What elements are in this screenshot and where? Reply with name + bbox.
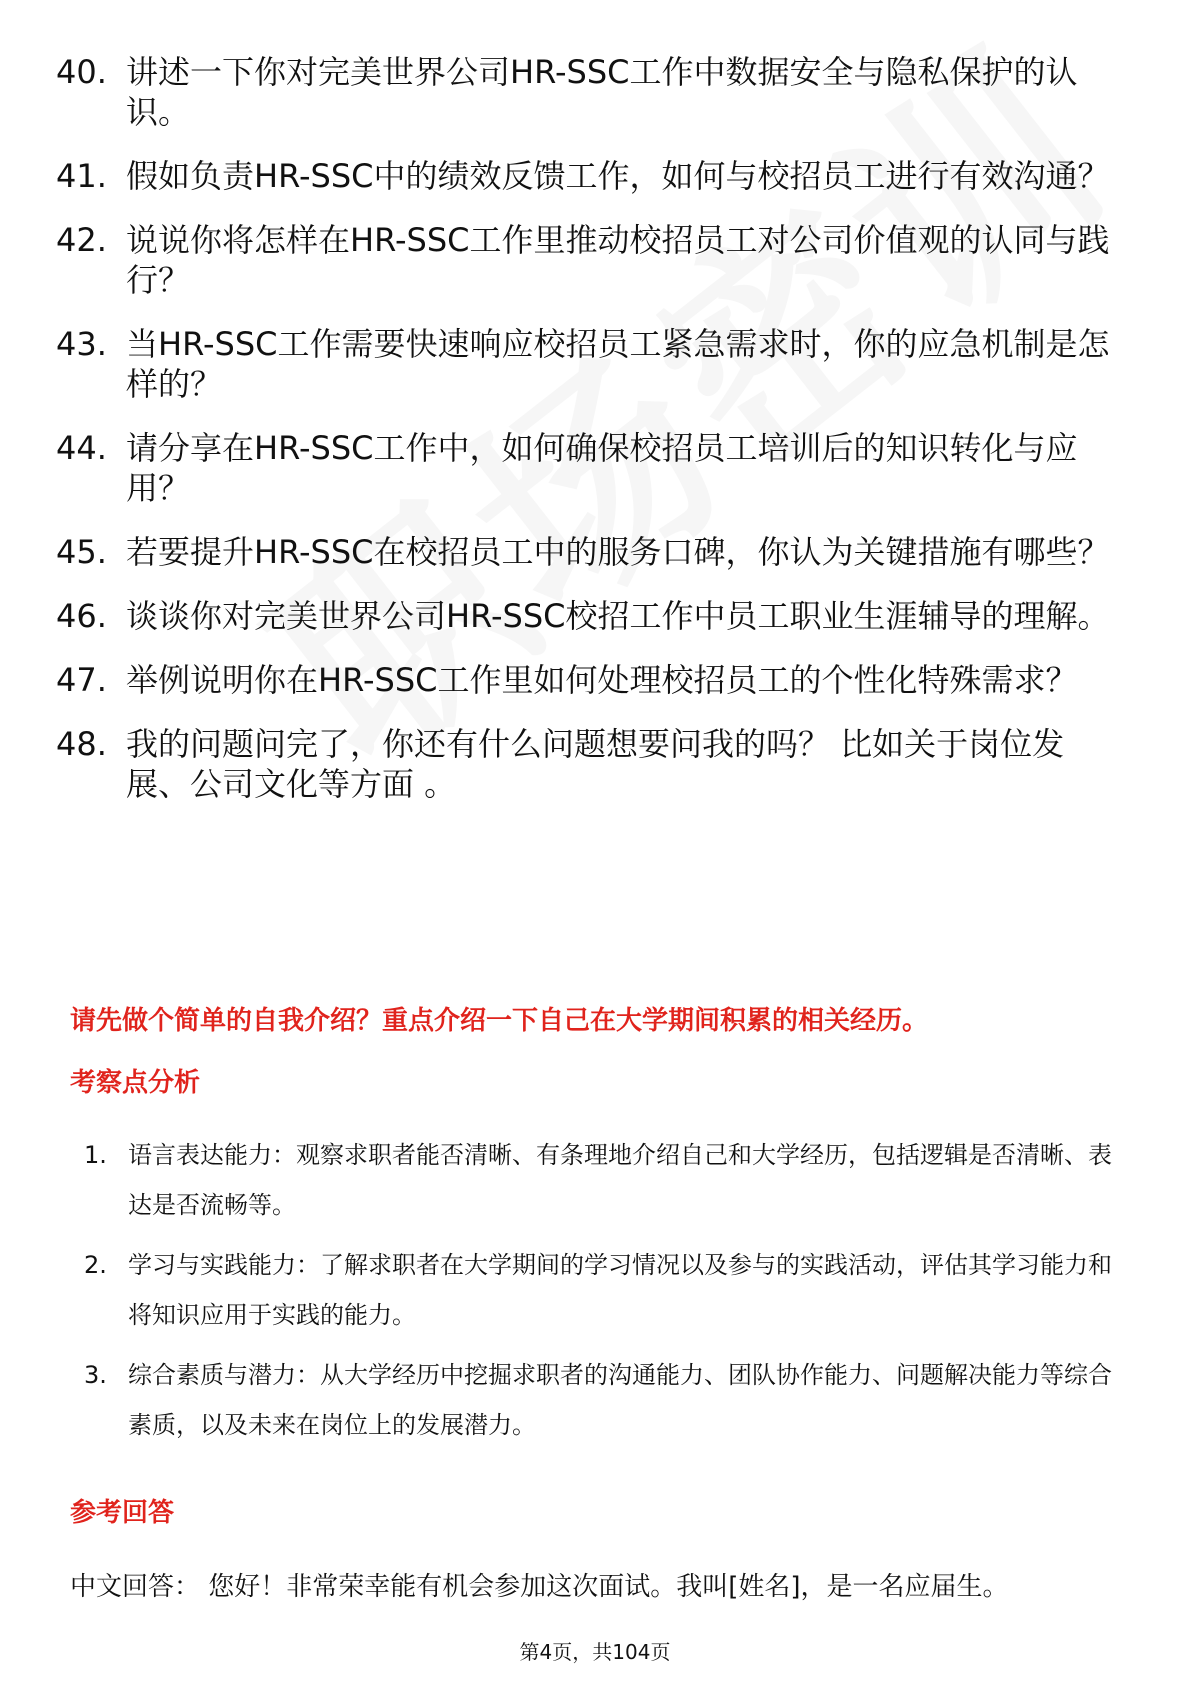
question-number: 41.: [56, 157, 107, 195]
question-text: 假如负责HR-SSC中的绩效反馈工作，如何与校招员工进行有效沟通？: [126, 157, 1110, 195]
question-number: 48.: [56, 725, 107, 763]
analysis-list: [84, 1130, 1124, 1460]
list-item: [56, 724, 1126, 804]
analysis-number: 3.: [84, 1361, 107, 1389]
list-item: [56, 52, 1126, 132]
analysis-heading: 考察点分析: [70, 1068, 201, 1098]
list-item: [56, 428, 1126, 508]
list-item: [84, 1240, 1124, 1340]
question-number: 43.: [56, 325, 107, 363]
question-text: 当HR-SSC工作需要快速响应校招员工紧急需求时，你的应急机制是怎样的？: [126, 325, 1110, 403]
highlight-question: 请先做个简单的自我介绍？重点介绍一下自己在大学期间积累的相关经历。: [70, 1006, 929, 1036]
question-text: 举例说明你在HR-SSC工作里如何处理校招员工的个性化特殊需求？: [126, 661, 1078, 699]
list-item: [84, 1350, 1124, 1450]
question-number: 44.: [56, 429, 107, 467]
question-number: 46.: [56, 597, 107, 635]
question-text: 谈谈你对完美世界公司HR-SSC校招工作中员工职业生涯辅导的理解。: [126, 597, 1110, 635]
analysis-text: 综合素质与潜力：从大学经历中挖掘求职者的沟通能力、团队协作能力、问题解决能力等综合素质，以及未来在岗位上的发展潜力。: [128, 1361, 1112, 1439]
question-number: 42.: [56, 221, 107, 259]
list-item: [56, 532, 1126, 572]
question-number: 40.: [56, 53, 107, 91]
answer-text: 中文回答： 您好！非常荣幸能有机会参加这次面试。我叫[姓名]，是一名应届生。: [70, 1572, 1009, 1602]
answer-heading: 参考回答: [70, 1498, 175, 1528]
analysis-number: 2.: [84, 1251, 107, 1279]
question-text: 请分享在HR-SSC工作中，如何确保校招员工培训后的知识转化与应用？: [126, 429, 1078, 507]
list-item: [56, 324, 1126, 404]
analysis-number: 1.: [84, 1141, 107, 1169]
list-item: [56, 596, 1126, 636]
question-text: 说说你将怎样在HR-SSC工作里推动校招员工对公司价值观的认同与践行？: [126, 221, 1110, 299]
question-text: 我的问题问完了，你还有什么问题想要问我的吗？ 比如关于岗位发展、公司文化等方面 。: [126, 725, 1065, 803]
question-number: 45.: [56, 533, 107, 571]
list-item: [56, 660, 1126, 700]
analysis-text: 学习与实践能力：了解求职者在大学期间的学习情况以及参与的实践活动，评估其学习能力和将知识应用于实践的能力。: [128, 1251, 1112, 1329]
analysis-text: 语言表达能力：观察求职者能否清晰、有条理地介绍自己和大学经历，包括逻辑是否清晰、表达是否流畅等。: [128, 1141, 1112, 1219]
question-text: 若要提升HR-SSC在校招员工中的服务口碑，你认为关键措施有哪些？: [126, 533, 1110, 571]
list-item: [84, 1130, 1124, 1230]
question-text: 讲述一下你对完美世界公司HR-SSC工作中数据安全与隐私保护的认识。: [126, 53, 1078, 131]
question-list: [56, 52, 1126, 828]
list-item: [56, 220, 1126, 300]
question-number: 47.: [56, 661, 107, 699]
page-number: 第4页，共104页: [519, 1640, 671, 1664]
list-item: [56, 156, 1126, 196]
